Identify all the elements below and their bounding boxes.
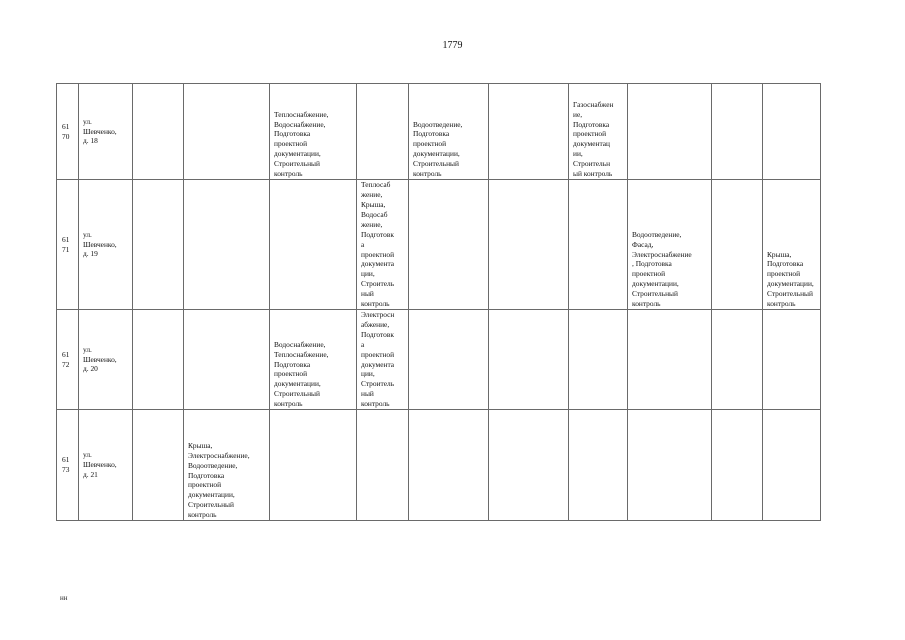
work-cell — [184, 310, 270, 410]
work-cell — [712, 310, 763, 410]
work-cell — [409, 310, 489, 410]
work-cell — [489, 410, 569, 521]
work-cell — [712, 410, 763, 521]
work-cell — [357, 310, 409, 410]
work-cell — [569, 410, 628, 521]
work-text: Электросн абжение, Подготовк а проектной документа ции, Строитель ный контроль — [361, 310, 395, 409]
work-cell — [763, 410, 821, 521]
work-schedule-table — [56, 83, 821, 521]
work-cell — [270, 84, 357, 180]
work-cell — [489, 310, 569, 410]
row-number: 61 73 — [62, 455, 70, 475]
work-cell — [489, 84, 569, 180]
work-cell — [569, 180, 628, 310]
work-cell — [184, 180, 270, 310]
work-cell — [712, 84, 763, 180]
address-cell — [79, 84, 133, 180]
work-cell — [489, 180, 569, 310]
work-text: Водоотведение, Подготовка проектной документации, Строительный контроль — [413, 119, 463, 179]
row-number-cell — [57, 310, 79, 410]
address: ул. Шевченко, д. 19 — [83, 229, 117, 259]
work-cell — [133, 410, 184, 521]
work-cell — [628, 410, 712, 521]
address-cell — [79, 410, 133, 521]
work-cell — [133, 84, 184, 180]
row-number-cell — [57, 410, 79, 521]
work-cell — [409, 410, 489, 521]
work-text: Крыша, Электроснабжение, Водоотведение, Подготовка проектной документации, Строительный контроль — [188, 440, 250, 520]
address-cell — [79, 310, 133, 410]
work-cell — [270, 310, 357, 410]
work-text: Крыша, Подготовка проектной документации, Строительный контроль — [767, 249, 814, 309]
work-cell — [184, 84, 270, 180]
work-text: Теплосаб жение, Крыша, Водосаб жение, Подготовк а проектной документа ции, Строитель ный контроль — [361, 180, 395, 309]
work-cell — [763, 180, 821, 310]
address: ул. Шевченко, д. 18 — [83, 116, 117, 146]
work-cell — [184, 410, 270, 521]
work-cell — [357, 84, 409, 180]
address: ул. Шевченко, д. 21 — [83, 450, 117, 480]
work-cell — [628, 84, 712, 180]
table-body — [57, 84, 821, 521]
work-text: Теплоснабжение, Водоснабжение, Подготовка проектной документации, Строительный контроль — [274, 109, 329, 179]
table-row — [57, 180, 821, 310]
table-row — [57, 310, 821, 410]
row-number: 61 71 — [62, 234, 70, 254]
work-cell — [569, 84, 628, 180]
page-number: 1779 — [442, 40, 463, 51]
work-cell — [357, 410, 409, 521]
row-number: 61 70 — [62, 121, 70, 141]
work-cell — [357, 180, 409, 310]
work-cell — [569, 310, 628, 410]
table-row — [57, 410, 821, 521]
work-cell — [712, 180, 763, 310]
work-cell — [133, 180, 184, 310]
row-number: 61 72 — [62, 349, 70, 369]
work-cell — [270, 410, 357, 521]
work-cell — [133, 310, 184, 410]
footer-mark: нн — [60, 594, 68, 602]
address: ул. Шевченко, д. 20 — [83, 344, 117, 374]
work-cell — [763, 310, 821, 410]
work-text: Водоотведение, Фасад, Электроснабжение , Подготовка проектной документации, Строительный контроль — [632, 229, 692, 309]
work-text: Газоснабжен ие, Подготовка проектной документац ии, Строительн ый контроль — [573, 99, 614, 179]
work-cell — [409, 84, 489, 180]
work-cell — [628, 310, 712, 410]
work-cell — [409, 180, 489, 310]
work-cell — [270, 180, 357, 310]
work-text: Водоснабжение, Теплоснабжение, Подготовка проектной документации, Строительный контроль — [274, 339, 329, 409]
address-cell — [79, 180, 133, 310]
row-number-cell — [57, 84, 79, 180]
work-cell — [628, 180, 712, 310]
work-cell — [763, 84, 821, 180]
row-number-cell — [57, 180, 79, 310]
table-row — [57, 84, 821, 180]
